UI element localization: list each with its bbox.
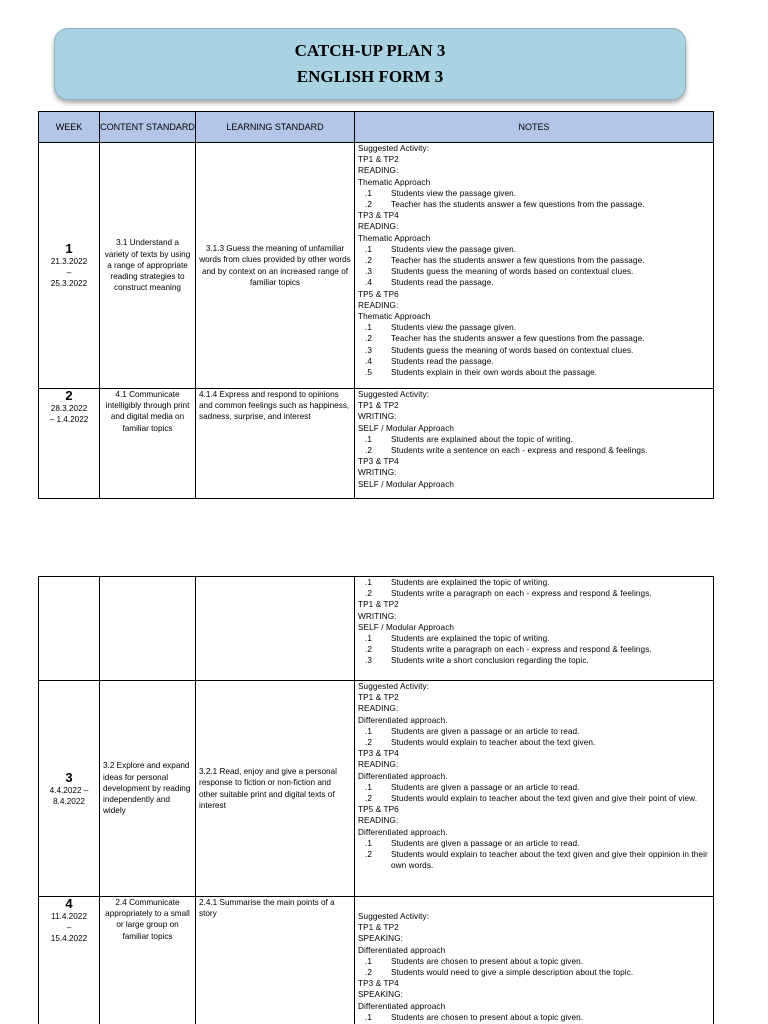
week-cell: [39, 143, 100, 389]
table-row: [39, 143, 714, 389]
notes-cell: [355, 143, 714, 389]
notes-line: TP1 & TP2: [358, 155, 399, 165]
week-date: – 1.4.2022: [49, 415, 89, 424]
content-standard-cell: 3.2 Explore and expand ideas for personal development by reading independently and widely: [100, 681, 196, 897]
notes-list-item: 3. Students write a short conclusion regarding the topic.: [364, 656, 589, 666]
notes-list-item: 1. Students are explained about the topic of writing.: [364, 434, 574, 444]
notes-list-item: 4. Students read the passage.: [364, 278, 494, 288]
week-date: 15.4.2022: [50, 934, 88, 943]
notes-line: WRITING:: [358, 468, 397, 478]
notes-line: SPEAKING:: [358, 990, 404, 1000]
notes-line: READING:: [358, 816, 399, 826]
notes-list-item: 2. Students would need to give a simple description about the topic.: [364, 968, 634, 978]
notes-line: READING:: [358, 300, 399, 310]
document-title: CATCH-UP PLAN 3: [294, 41, 446, 60]
week-date: 21.3.2022: [50, 257, 88, 266]
notes-line: WRITING:: [358, 611, 397, 621]
notes-line: TP1 & TP2: [358, 693, 399, 703]
learning-standard-cell: 3.2.1 Read, enjoy and give a personal response to fiction or non-fiction and other suitable print and digital texts of interest: [196, 681, 355, 897]
table-row: [39, 897, 714, 1024]
notes-line: WRITING:: [358, 412, 397, 422]
notes-list-item: 1. Students are given a passage or an article to read.: [364, 838, 580, 848]
notes-list-item: 1. Students are explained the topic of writing.: [364, 634, 550, 644]
week-number: 4: [65, 896, 73, 911]
notes-list-item: 1. Students are given a passage or an article to read.: [364, 726, 580, 736]
notes-line: Suggested Activity:: [358, 144, 430, 153]
notes-line: READING:: [358, 704, 399, 714]
notes-line: TP3 & TP4: [358, 211, 399, 221]
notes-line: Differentiated approach.: [358, 827, 448, 837]
notes-list-item: 3. Students guess the meaning of words based on contextual clues.: [364, 267, 634, 277]
notes-line: Differentiated approach.: [358, 771, 448, 781]
notes-line: READING:: [358, 222, 399, 232]
notes-list-item: 1. Students view the passage given.: [364, 188, 517, 198]
week-date: 28.3.2022: [50, 404, 88, 413]
notes-line: TP3 & TP4: [358, 749, 399, 759]
notes-list-item: 1. Students are chosen to present about a topic given.: [364, 956, 584, 966]
table-header-row: [39, 112, 714, 143]
notes-line: TP5 & TP6: [358, 289, 399, 299]
header-notes: NOTES: [355, 112, 714, 143]
notes-list-item: 2. Students write a sentence on each - express and respond & feelings.: [364, 446, 648, 456]
notes-line: Differentiated approach: [358, 945, 446, 955]
catch-up-plan-table-page1: [38, 111, 714, 499]
notes-line: Thematic Approach: [358, 312, 431, 322]
learning-standard-cell: 4.1.4 Express and respond to opinions and common feelings such as happiness, sadness, surprise, and interest: [196, 389, 355, 499]
notes-list-item: 5. Students explain in their own words about the passage.: [364, 368, 598, 378]
notes-list-item: 4. Students read the passage.: [364, 356, 494, 366]
notes-list-item: 2. Students write a paragraph on each - express and respond & feelings.: [364, 645, 652, 655]
notes-cell: [355, 897, 714, 1024]
notes-line: Differentiated approach: [358, 1001, 446, 1011]
notes-list-item: 2. Teacher has the students answer a few questions from the passage.: [364, 200, 645, 210]
notes-list-item: 2. Teacher has the students answer a few questions from the passage.: [364, 334, 645, 344]
catch-up-plan-table-page2: [38, 576, 714, 1024]
week-date: 8.4.2022: [53, 796, 85, 806]
notes-cell: [355, 389, 714, 499]
learning-standard-cell: 3.1.3 Guess the meaning of unfamiliar words from clues provided by other words and by context on an increased range of familiar topics: [196, 143, 355, 389]
document-subtitle: ENGLISH FORM 3: [296, 67, 444, 86]
notes-list-item: 1. Students view the passage given.: [364, 244, 517, 254]
document-title-banner: [54, 28, 686, 100]
content-standard-cell: 2.4 Communicate appropriately to a small or large group on familiar topics: [100, 897, 196, 1024]
week-cell: [39, 897, 100, 1024]
learning-standard-cell: [196, 577, 355, 681]
notes-line: TP3 & TP4: [358, 457, 399, 467]
notes-line: SELF / Modular Approach: [358, 479, 455, 489]
header-content-standard: CONTENT STANDARD: [100, 112, 196, 143]
week-date: –: [66, 268, 72, 277]
header-learning-standard: LEARNING STANDARD: [196, 112, 355, 143]
notes-line: SELF / Modular Approach: [358, 423, 455, 433]
notes-list-item: 1. Students are chosen to present about a topic given.: [364, 1012, 584, 1022]
notes-list-item: 3. Students guess the meaning of words based on contextual clues.: [364, 345, 634, 355]
table-row: [39, 681, 714, 897]
notes-line: READING:: [358, 760, 399, 770]
notes-line: TP1 & TP2: [358, 923, 399, 933]
notes-line: READING:: [358, 166, 399, 176]
notes-list-item: 2. Students would explain to teacher about the text given.: [364, 738, 596, 748]
week-date: 4.4.2022 –: [49, 785, 89, 795]
notes-list-item: 1. Students are explained the topic of writing.: [364, 578, 550, 587]
notes-line: Suggested Activity:: [358, 682, 430, 691]
week-date: 25.3.2022: [50, 279, 88, 288]
notes-list-item: 1. Students are given a passage or an article to read.: [364, 782, 580, 792]
week-cell: [39, 389, 100, 499]
notes-list-item: 2. Students would explain to teacher about the text given and give their point of view.: [364, 794, 698, 804]
table-row: [39, 577, 714, 681]
notes-list-item: 2. Students write a paragraph on each - express and respond & feelings.: [364, 589, 652, 599]
notes-line: TP1 & TP2: [358, 401, 399, 411]
notes-line: TP3 & TP4: [358, 979, 399, 989]
week-number: 1: [65, 241, 73, 256]
notes-list-item: 2. Students would explain to teacher about the text given and give their oppinion in their own words.: [364, 850, 708, 871]
notes-line: Thematic Approach: [358, 233, 431, 243]
week-cell: [39, 577, 100, 681]
week-cell: [39, 681, 100, 897]
week-number: 3: [65, 769, 73, 785]
notes-cell: [355, 577, 714, 681]
notes-line: SPEAKING:: [358, 934, 404, 944]
content-standard-cell: [100, 577, 196, 681]
notes-line: Differentiated approach.: [358, 715, 448, 725]
notes-line: TP1 & TP2: [358, 600, 399, 610]
table-row: [39, 389, 714, 499]
notes-list-item: 1. Students view the passage given.: [364, 323, 517, 333]
notes-line: Suggested Activity:: [358, 912, 430, 921]
week-date: 11.4.2022: [51, 912, 87, 921]
learning-standard-cell: 2.4.1 Summarise the main points of a story: [196, 897, 355, 1024]
notes-list-item: 2. Teacher has the students answer a few questions from the passage.: [364, 256, 645, 266]
notes-line: Suggested Activity:: [358, 390, 430, 399]
notes-line: Thematic Approach: [358, 177, 431, 187]
header-week: WEEK: [39, 112, 100, 143]
notes-line: TP5 & TP6: [358, 805, 399, 815]
week-date: –: [66, 923, 72, 932]
notes-cell: [355, 681, 714, 897]
notes-line: SELF / Modular Approach: [358, 622, 455, 632]
content-standard-cell: 3.1 Understand a variety of texts by using a range of appropriate reading strategies to construct meaning: [100, 143, 196, 389]
week-number: 2: [65, 388, 73, 403]
content-standard-cell: 4.1 Communicate intelligibly through print and digital media on familiar topics: [100, 389, 196, 499]
